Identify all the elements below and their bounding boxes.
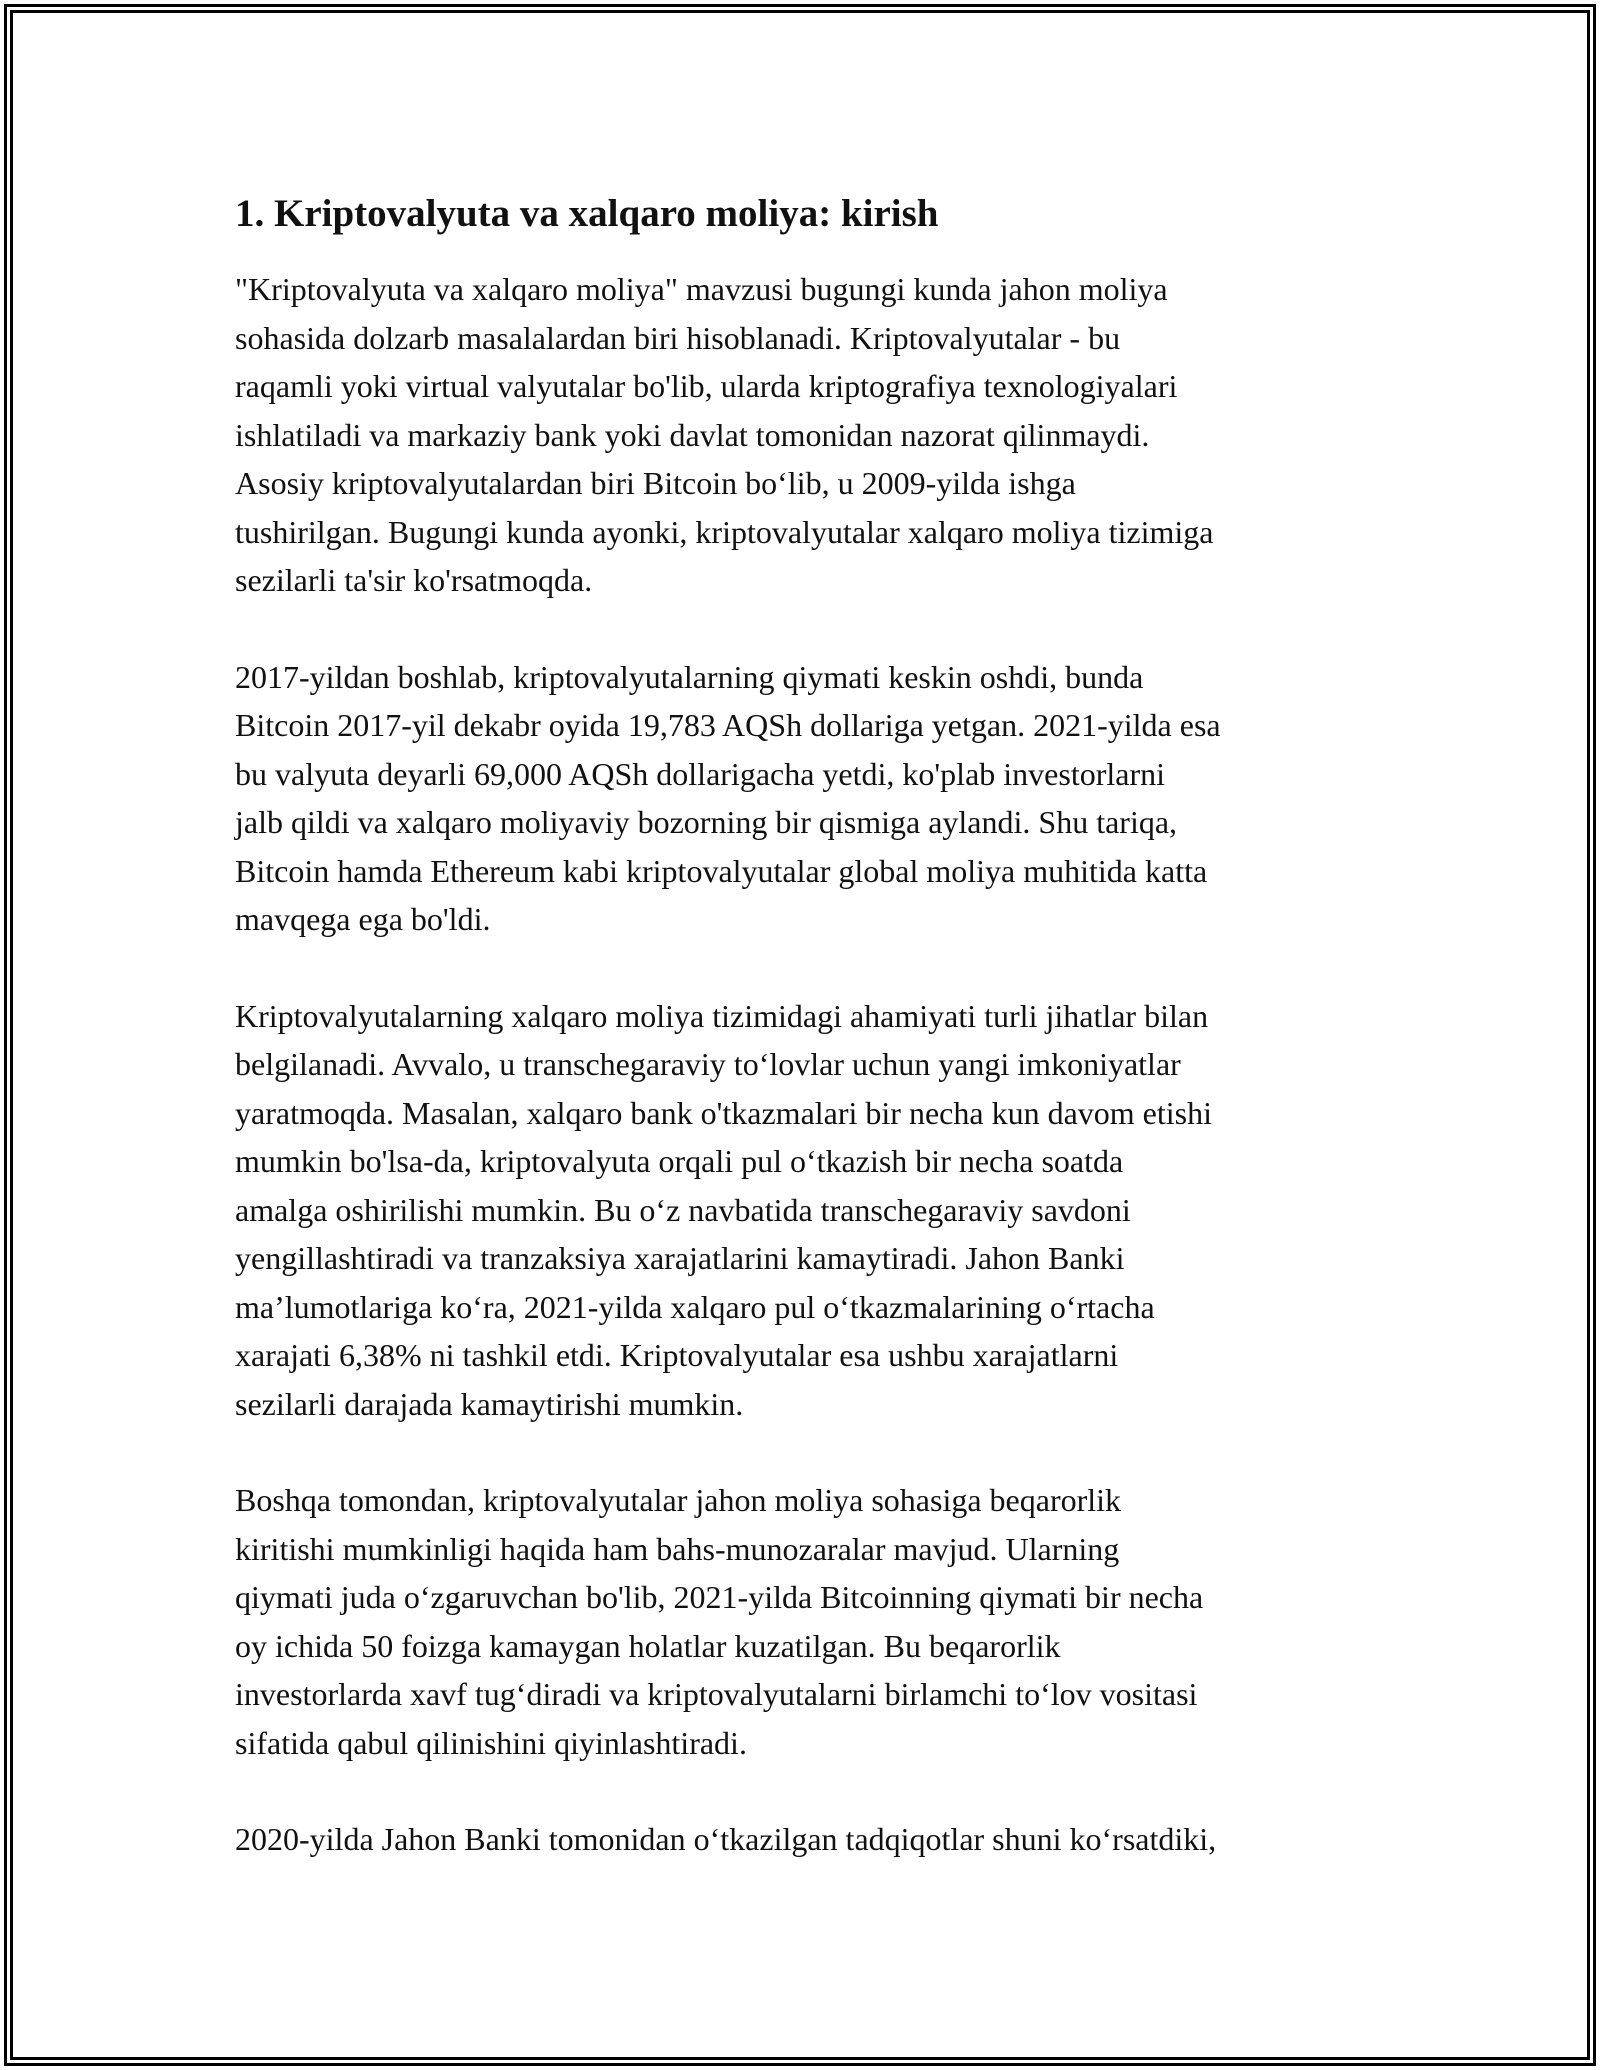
paragraph-line: sezilarli darajada kamaytirishi mumkin. (235, 1385, 744, 1422)
paragraph-line: "Kriptovalyuta va xalqaro moliya" mavzusi bugungi kunda jahon moliya (235, 271, 1168, 307)
paragraph-line: 2017-yildan boshlab, kriptovalyutalarning qiymati keskin oshdi, bunda (235, 658, 1144, 695)
paragraph-line: Asosiy kriptovalyutalardan biri Bitcoin bo‘lib, u 2009-yilda ishga (235, 465, 1076, 501)
paragraph-line: sifatida qabul qilinishini qiyinlashtiradi. (235, 1724, 747, 1761)
paragraph-line: 2020-yilda Jahon Banki tomonidan o‘tkazilgan tadqiqotlar shuni ko‘rsatdiki, (235, 1821, 1217, 1857)
paragraph-1 (235, 265, 1385, 605)
document-body (235, 185, 1385, 1912)
paragraph-4 (235, 1476, 1385, 1767)
paragraph-line: sohasida dolzarb masalalardan biri hisoblanadi. Kriptovalyutalar - bu (235, 319, 1121, 356)
section-heading: 1. Kriptovalyuta va xalqaro moliya: kirish (235, 192, 939, 235)
paragraph-line: Boshqa tomondan, kriptovalyutalar jahon moliya sohasiga beqarorlik (235, 1482, 1122, 1518)
paragraph-line: raqamli yoki virtual valyutalar bo'lib, ularda kriptografiya texnologiyalari (235, 368, 1178, 404)
paragraph-line: yaratmoqda. Masalan, xalqaro bank o'tkazmalari bir necha kun davom etishi (235, 1094, 1212, 1131)
paragraph-line: belgilanadi. Avvalo, u transchegaraviy to‘lovlar uchun yangi imkoniyatlar (235, 1046, 1181, 1082)
paragraph-line: bu valyuta deyarli 69,000 AQSh dollarigacha yetdi, ko'plab investorlarni (235, 755, 1165, 792)
paragraph-5 (235, 1815, 1385, 1864)
paragraph-line: jalb qildi va xalqaro moliyaviy bozorning bir qismiga aylandi. Shu tariqa, (235, 804, 1178, 840)
paragraph-line: qiymati juda o‘zgaruvchan bo'lib, 2021-yilda Bitcoinning qiymati bir necha (235, 1579, 1204, 1615)
paragraph-line: ma’lumotlariga ko‘ra, 2021-yilda xalqaro pul o‘tkazmalarining o‘rtacha (235, 1288, 1155, 1325)
paragraph-2 (235, 653, 1385, 944)
paragraph-line: xarajati 6,38% ni tashkil etdi. Kriptovalyutalar esa ushbu xarajatlarni (235, 1337, 1119, 1373)
paragraph-line: sezilarli ta'sir ko'rsatmoqda. (235, 562, 593, 598)
paragraph-line: Kriptovalyutalarning xalqaro moliya tizimidagi ahamiyati turli jihatlar bilan (235, 997, 1209, 1034)
paragraph-3 (235, 992, 1385, 1429)
paragraph-line: Bitcoin hamda Ethereum kabi kriptovalyutalar global moliya muhitida katta (235, 852, 1208, 889)
paragraph-line: mavqega ega bo'ldi. (235, 901, 491, 937)
paragraph-line: Bitcoin 2017-yil dekabr oyida 19,783 AQSh dollariga yetgan. 2021-yilda esa (235, 707, 1221, 743)
paragraph-line: tushirilgan. Bugungi kunda ayonki, kriptovalyutalar xalqaro moliya tizimiga (235, 513, 1214, 550)
paragraph-line: amalga oshirilishi mumkin. Bu o‘z navbatida transchegaraviy savdoni (235, 1191, 1131, 1228)
paragraph-line: mumkin bo'lsa-da, kriptovalyuta orqali pul o‘tkazish bir necha soatda (235, 1143, 1124, 1179)
paragraph-line: oy ichida 50 foizga kamaygan holatlar kuzatilgan. Bu beqarorlik (235, 1627, 1061, 1664)
paragraph-line: kiritishi mumkinligi haqida ham bahs-munozaralar mavjud. Ularning (235, 1530, 1120, 1567)
paragraph-line: yengillashtiradi va tranzaksiya xarajatlarini kamaytiradi. Jahon Banki (235, 1240, 1125, 1276)
paragraph-line: investorlarda xavf tug‘diradi va kriptovalyutalarni birlamchi to‘lov vositasi (235, 1676, 1198, 1712)
paragraph-line: ishlatiladi va markaziy bank yoki davlat tomonidan nazorat qilinmaydi. (235, 416, 1150, 453)
